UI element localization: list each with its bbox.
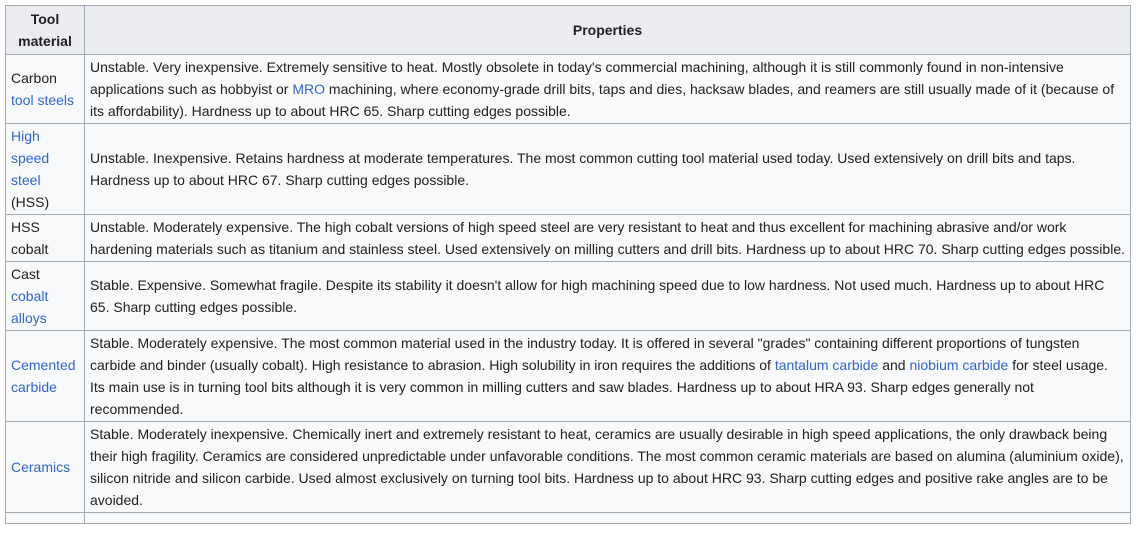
tool-materials-table: [5, 5, 1131, 524]
header-row: [6, 6, 1131, 55]
material-cell: [6, 55, 85, 124]
properties-cell: [85, 124, 1131, 215]
material-cell: [6, 262, 85, 331]
properties-link[interactable]: niobium carbide: [909, 357, 1009, 373]
properties-text: Unstable. Moderately expensive. The high cobalt versions of high speed steel are very resistant to heat and thus excellent for machining abrasive and/or work hardening materials such as titanium and stainless steel. Used extensively on milling cutters and drill bits. Hardness up to about HRC 70. Sharp cutting edges possible.: [90, 219, 1125, 257]
table-row: [6, 55, 1131, 124]
material-text: Cast: [11, 266, 40, 282]
properties-text: Stable. Moderately expensive. The most common material used in the industry today. It is offered in several "grades" containing different proportions of tungsten carbide and binder (usually cobalt). High resistance to abrasion. High solubility in iron requires the additions of: [90, 335, 1080, 373]
properties-text: Unstable. Inexpensive. Retains hardness at moderate temperatures. The most common cutting tool material used today. Used extensively on drill bits and taps. Hardness up to about HRC 67. Sharp cutting edges possible.: [90, 150, 1076, 188]
properties-text: and: [878, 357, 910, 373]
properties-link[interactable]: tantalum carbide: [774, 357, 879, 373]
header-properties[interactable]: Properties: [85, 6, 1131, 55]
properties-cell: [85, 513, 1131, 524]
material-cell: [6, 331, 85, 422]
material-link[interactable]: Cemented carbide: [11, 357, 76, 395]
properties-cell: [85, 422, 1131, 513]
properties-text: Unstable. Very inexpensive. Extremely sensitive to heat. Mostly obsolete in today's commercial machining, although it is still commonly found in non-intensive applications such as hobbyist or: [90, 59, 1064, 97]
material-link[interactable]: tool steels: [11, 92, 75, 108]
material-cell: [6, 124, 85, 215]
properties-cell: [85, 55, 1131, 124]
material-link[interactable]: Ceramics: [11, 459, 71, 475]
material-text: HSS cobalt: [11, 219, 49, 257]
material-link[interactable]: High speed steel: [11, 128, 50, 188]
table-row-partial: [6, 513, 1131, 524]
table-row: [6, 262, 1131, 331]
material-text: Carbon: [11, 70, 57, 86]
material-text: (HSS): [11, 194, 50, 210]
table-body: [6, 55, 1131, 524]
material-cell: [6, 215, 85, 262]
material-cell: [6, 422, 85, 513]
properties-cell: [85, 262, 1131, 331]
material-cell: [6, 513, 85, 524]
table-row: [6, 215, 1131, 262]
table-row: [6, 331, 1131, 422]
header-tool-material[interactable]: Tool material: [6, 6, 85, 55]
properties-cell: [85, 331, 1131, 422]
table-row: [6, 422, 1131, 513]
properties-text: for steel usage. Its main use is in turning tool bits although it is very common in milling cutters and saw blades. Hardness up to about HRA 93. Sharp edges generally not recommended.: [90, 357, 1108, 417]
table-row: [6, 124, 1131, 215]
properties-text: machining, where economy-grade drill bits, taps and dies, hacksaw blades, and reamers are still usually made of it (because of its affordability). Hardness up to about HRC 65. Sharp cutting edges possible.: [90, 81, 1115, 119]
properties-link[interactable]: MRO: [292, 81, 326, 97]
properties-cell: [85, 215, 1131, 262]
properties-text: Stable. Expensive. Somewhat fragile. Despite its stability it doesn't allow for high machining speed due to low hardness. Not used much. Hardness up to about HRC 65. Sharp cutting edges possible.: [90, 277, 1105, 315]
properties-text: Stable. Moderately inexpensive. Chemically inert and extremely resistant to heat, ceramics are usually desirable in high speed applications, the only drawback being their high fragility. Ceramics are considered unpredictable under unfavorable conditions. The most common ceramic materials are based on alumina (aluminium oxide), silicon nitride and silicon carbide. Used almost exclusively on turning tool bits. Hardness up to about HRC 93. Sharp cutting edges and positive rake angles are to be avoided.: [90, 426, 1124, 508]
material-link[interactable]: cobalt alloys: [11, 288, 49, 326]
